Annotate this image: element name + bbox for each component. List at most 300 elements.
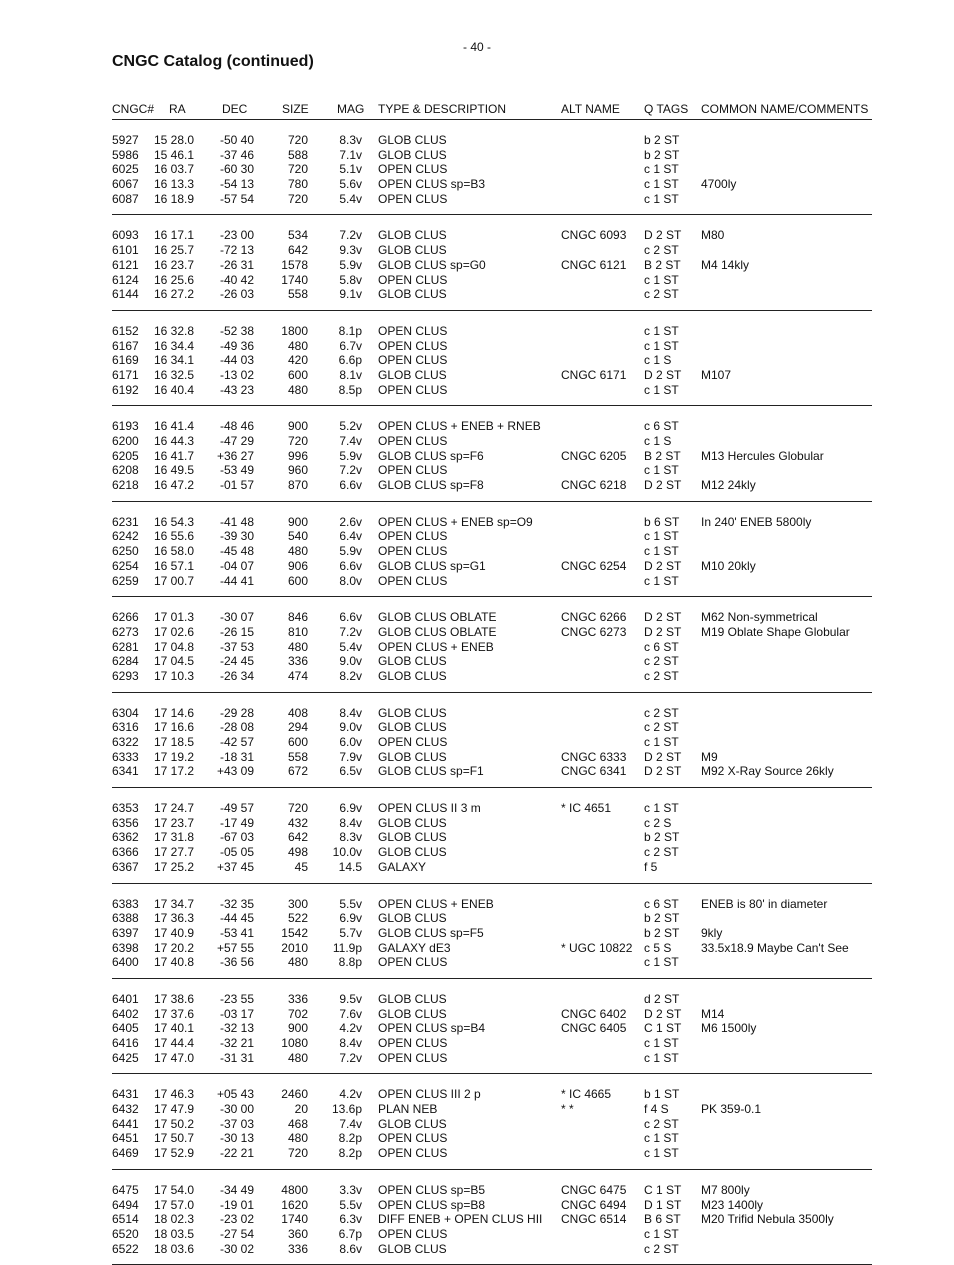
table-row bbox=[112, 955, 872, 970]
cell-cngc: 6193 bbox=[112, 419, 139, 434]
cell-ra: 15 46.1 bbox=[154, 147, 195, 162]
cell-ra: 16 54.3 bbox=[154, 514, 195, 529]
cell-mag: 8.4v bbox=[339, 1036, 362, 1050]
cell-q-tags: c 2 ST bbox=[644, 1241, 679, 1256]
cell-ra: 17 47.9 bbox=[154, 1102, 195, 1117]
cell-cngc: 6316 bbox=[112, 720, 139, 735]
header-size: SIZE bbox=[282, 102, 309, 116]
cell-size: 900 bbox=[287, 514, 308, 529]
cell-q-tags: b 1 ST bbox=[644, 1087, 680, 1102]
cell-type: OPEN CLUS II 3 m bbox=[378, 801, 481, 816]
cell-type: GLOB CLUS bbox=[378, 668, 447, 683]
cell-cngc: 6266 bbox=[112, 610, 139, 625]
cell-mag: 5.4v bbox=[339, 191, 362, 206]
cell-q-tags: c 2 ST bbox=[644, 1116, 679, 1131]
table-row bbox=[112, 463, 872, 478]
cell-cngc: 6231 bbox=[112, 514, 139, 529]
cell-q-tags: c 2 ST bbox=[644, 720, 679, 735]
page-title: CNGC Catalog (continued) bbox=[112, 53, 314, 70]
cell-alt-name: CNGC 6266 bbox=[561, 610, 627, 625]
cell-q-tags: c 2 ST bbox=[644, 668, 679, 683]
cell-mag: 8.4v bbox=[339, 705, 362, 720]
cell-size: 1578 bbox=[281, 257, 308, 272]
cell-mag: 5.5v bbox=[339, 1197, 362, 1212]
cell-q-tags: b 2 ST bbox=[644, 147, 680, 162]
cell-q-tags: c 1 ST bbox=[644, 1146, 679, 1161]
cell-type: OPEN CLUS bbox=[378, 463, 448, 478]
cell-q-tags: c 1 ST bbox=[644, 323, 679, 338]
cell-cngc: 6254 bbox=[112, 558, 139, 573]
table-row bbox=[112, 258, 872, 273]
cell-ra: 17 34.7 bbox=[154, 896, 195, 911]
cell-mag: 9.3v bbox=[339, 243, 362, 258]
cell-dec: -23 00 bbox=[219, 228, 254, 243]
cell-size: 996 bbox=[287, 448, 308, 463]
cell-mag: 8.1p bbox=[338, 323, 362, 338]
cell-ra: 17 25.2 bbox=[154, 859, 195, 874]
cell-size: 702 bbox=[287, 1006, 308, 1021]
cell-type: OPEN CLUS bbox=[378, 1050, 448, 1065]
cell-dec: -26 31 bbox=[219, 257, 254, 272]
cell-q-tags: c 1 ST bbox=[644, 544, 679, 559]
cell-mag: 6.9v bbox=[339, 911, 362, 926]
cell-ra: 17 38.6 bbox=[154, 991, 195, 1006]
table-row bbox=[112, 926, 872, 941]
cell-cngc: 6388 bbox=[112, 911, 139, 926]
cell-ra: 17 36.3 bbox=[154, 911, 195, 926]
cell-dec: -28 08 bbox=[219, 720, 254, 735]
cell-mag: 11.9p bbox=[332, 940, 362, 955]
cell-cngc: 6152 bbox=[112, 323, 139, 338]
cell-q-tags: c 1 ST bbox=[644, 735, 679, 749]
cell-mag: 7.2v bbox=[339, 1050, 362, 1065]
cell-size: 810 bbox=[287, 624, 308, 639]
row-group bbox=[112, 120, 872, 215]
cell-q-tags: c 6 ST bbox=[644, 639, 679, 654]
cell-dec: -01 57 bbox=[219, 478, 254, 493]
cell-dec: -30 13 bbox=[219, 1131, 254, 1146]
cell-comments: M13 Hercules Globular bbox=[701, 448, 824, 463]
cell-ra: 17 14.6 bbox=[154, 705, 195, 720]
cell-mag: 6.9v bbox=[339, 801, 362, 816]
cell-size: 408 bbox=[287, 705, 308, 720]
cell-dec: -67 03 bbox=[219, 830, 254, 845]
table-row bbox=[112, 449, 872, 464]
header-ra: RA bbox=[169, 102, 186, 116]
cell-comments: M62 Non-symmetrical bbox=[701, 610, 818, 625]
cell-dec: -48 46 bbox=[219, 419, 254, 434]
cell-mag: 7.9v bbox=[339, 749, 362, 764]
cell-size: 480 bbox=[287, 1131, 308, 1146]
cell-mag: 4.2v bbox=[339, 1021, 362, 1036]
cell-size: 2460 bbox=[281, 1087, 308, 1102]
cell-cngc: 6405 bbox=[112, 1021, 139, 1036]
cell-cngc: 6259 bbox=[112, 573, 139, 588]
cell-comments: M19 Oblate Shape Globular bbox=[701, 624, 850, 639]
cell-ra: 17 37.6 bbox=[154, 1006, 195, 1021]
cell-q-tags: B 6 ST bbox=[644, 1212, 681, 1227]
cell-ra: 17 24.7 bbox=[154, 801, 195, 816]
table-row bbox=[112, 273, 872, 288]
cell-comments: 4700ly bbox=[701, 177, 737, 192]
cell-ra: 17 00.7 bbox=[154, 573, 195, 588]
cell-dec: -44 03 bbox=[219, 353, 254, 368]
table-row bbox=[112, 860, 872, 875]
cell-comments: M10 20kly bbox=[701, 558, 756, 573]
cell-ra: 16 32.5 bbox=[154, 367, 195, 382]
cell-size: 20 bbox=[294, 1102, 308, 1117]
cell-comments: M107 bbox=[701, 367, 732, 382]
table-row bbox=[112, 1117, 872, 1132]
cell-type: OPEN CLUS sp=B3 bbox=[378, 177, 486, 192]
cell-dec: -30 02 bbox=[219, 1241, 254, 1256]
cell-ra: 17 18.5 bbox=[154, 735, 195, 749]
table-row bbox=[112, 1021, 872, 1036]
cell-mag: 6.3v bbox=[339, 1212, 362, 1227]
header-q-tags: Q TAGS bbox=[644, 102, 689, 116]
table-row bbox=[112, 654, 872, 669]
cell-alt-name: CNGC 6405 bbox=[561, 1021, 627, 1036]
cell-dec: -19 01 bbox=[219, 1197, 254, 1212]
cell-mag: 5.9v bbox=[339, 448, 362, 463]
cell-dec: -42 57 bbox=[219, 735, 254, 749]
cell-dec: -17 49 bbox=[219, 815, 254, 830]
cell-type: OPEN CLUS bbox=[378, 529, 448, 544]
cell-cngc: 6401 bbox=[112, 991, 139, 1006]
cell-mag: 6.6v bbox=[339, 558, 362, 573]
cell-mag: 7.6v bbox=[339, 1006, 362, 1021]
header-cngc: CNGC# bbox=[112, 102, 155, 116]
cell-ra: 18 03.5 bbox=[154, 1226, 195, 1241]
table-row bbox=[112, 669, 872, 684]
cell-cngc: 6208 bbox=[112, 463, 139, 478]
cell-q-tags: c 1 ST bbox=[644, 1226, 679, 1241]
cell-dec: -31 31 bbox=[219, 1050, 254, 1065]
cell-cngc: 6432 bbox=[112, 1102, 139, 1117]
cell-dec: -43 23 bbox=[219, 382, 254, 397]
cell-cngc: 6169 bbox=[112, 353, 139, 368]
cell-size: 474 bbox=[287, 668, 308, 683]
cell-alt-name: * IC 4665 bbox=[561, 1087, 612, 1102]
cell-q-tags: D 1 ST bbox=[644, 1197, 682, 1212]
cell-type: GLOB CLUS bbox=[378, 367, 447, 382]
cell-size: 720 bbox=[287, 133, 308, 147]
cell-size: 906 bbox=[287, 558, 308, 573]
cell-mag: 5.7v bbox=[339, 925, 362, 940]
cell-dec: -22 21 bbox=[219, 1146, 254, 1161]
cell-mag: 7.2v bbox=[339, 228, 362, 243]
cell-ra: 16 41.7 bbox=[154, 448, 195, 463]
cell-ra: 17 02.6 bbox=[154, 624, 195, 639]
table-row bbox=[112, 339, 872, 354]
cell-q-tags: c 1 ST bbox=[644, 573, 679, 588]
cell-alt-name: * * bbox=[561, 1102, 574, 1117]
cell-cngc: 6205 bbox=[112, 448, 139, 463]
cell-dec: -40 42 bbox=[219, 272, 254, 287]
cell-dec: -45 48 bbox=[219, 544, 254, 559]
cell-cngc: 6475 bbox=[112, 1182, 139, 1197]
cell-cngc: 6242 bbox=[112, 529, 139, 544]
cell-size: 420 bbox=[287, 353, 308, 368]
cell-q-tags: c 1 ST bbox=[644, 382, 679, 397]
table-row bbox=[112, 243, 872, 258]
cell-size: 480 bbox=[287, 639, 308, 654]
cell-alt-name: CNGC 6475 bbox=[561, 1182, 627, 1197]
cell-ra: 16 34.1 bbox=[154, 353, 195, 368]
cell-type: GLOB CLUS sp=G1 bbox=[378, 558, 486, 573]
cell-size: 720 bbox=[287, 191, 308, 206]
cell-q-tags: D 2 ST bbox=[644, 610, 682, 625]
cell-dec: +43 09 bbox=[216, 764, 254, 779]
cell-cngc: 6025 bbox=[112, 162, 139, 177]
cell-q-tags: f 4 S bbox=[644, 1102, 669, 1117]
table-row bbox=[112, 764, 872, 779]
row-group bbox=[112, 788, 872, 883]
cell-type: GALAXY bbox=[378, 859, 427, 874]
cell-q-tags: c 1 ST bbox=[644, 272, 679, 287]
cell-ra: 17 23.7 bbox=[154, 815, 195, 830]
cell-ra: 17 40.1 bbox=[154, 1021, 195, 1036]
cell-cngc: 6494 bbox=[112, 1197, 139, 1212]
cell-dec: -27 54 bbox=[219, 1226, 254, 1241]
cell-size: 336 bbox=[287, 991, 308, 1006]
cell-type: OPEN CLUS bbox=[378, 338, 448, 353]
cell-ra: 16 55.6 bbox=[154, 529, 195, 544]
cell-comments: M9 bbox=[701, 749, 718, 764]
cell-ra: 15 28.0 bbox=[154, 133, 195, 147]
cell-ra: 17 44.4 bbox=[154, 1036, 195, 1050]
cell-q-tags: c 1 ST bbox=[644, 1036, 679, 1050]
cell-type: GLOB CLUS bbox=[378, 815, 447, 830]
cell-size: 780 bbox=[287, 177, 308, 192]
cell-comments: PK 359-0.1 bbox=[701, 1102, 762, 1117]
cell-size: 1080 bbox=[281, 1036, 308, 1050]
cell-mag: 8.1v bbox=[339, 367, 362, 382]
header-type: TYPE & DESCRIPTION bbox=[378, 102, 507, 116]
cell-type: GLOB CLUS OBLATE bbox=[378, 624, 497, 639]
cell-ra: 17 31.8 bbox=[154, 830, 195, 845]
cell-q-tags: c 1 ST bbox=[644, 801, 679, 816]
cell-mag: 6.0v bbox=[339, 735, 362, 749]
cell-cngc: 6250 bbox=[112, 544, 139, 559]
cell-dec: -24 45 bbox=[219, 654, 254, 669]
cell-cngc: 6341 bbox=[112, 764, 139, 779]
cell-size: 558 bbox=[287, 749, 308, 764]
cell-mag: 5.1v bbox=[339, 162, 362, 177]
table-row bbox=[112, 1183, 872, 1198]
cell-dec: -26 34 bbox=[219, 668, 254, 683]
cell-type: OPEN CLUS III 2 p bbox=[378, 1087, 481, 1102]
cell-alt-name: CNGC 6273 bbox=[561, 624, 627, 639]
cell-dec: -54 13 bbox=[219, 177, 254, 192]
cell-ra: 16 25.7 bbox=[154, 243, 195, 258]
cell-cngc: 6121 bbox=[112, 257, 139, 272]
cell-dec: -32 21 bbox=[219, 1036, 254, 1050]
cell-comments: In 240' ENEB 5800ly bbox=[701, 514, 812, 529]
cell-q-tags: D 2 ST bbox=[644, 749, 682, 764]
cell-size: 642 bbox=[287, 830, 308, 845]
cell-size: 720 bbox=[287, 162, 308, 177]
cell-cngc: 6367 bbox=[112, 859, 139, 874]
cell-cngc: 6441 bbox=[112, 1116, 139, 1131]
row-group bbox=[112, 693, 872, 788]
cell-cngc: 6273 bbox=[112, 624, 139, 639]
cell-dec: -23 02 bbox=[219, 1212, 254, 1227]
cell-size: 480 bbox=[287, 544, 308, 559]
cell-ra: 17 47.0 bbox=[154, 1050, 195, 1065]
table-row bbox=[112, 897, 872, 912]
cell-comments: M6 1500ly bbox=[701, 1021, 757, 1036]
cell-size: 900 bbox=[287, 419, 308, 434]
cell-q-tags: c 1 ST bbox=[644, 162, 679, 177]
cell-type: OPEN CLUS sp=B4 bbox=[378, 1021, 486, 1036]
table-header bbox=[112, 102, 872, 118]
cell-type: OPEN CLUS bbox=[378, 272, 448, 287]
cell-mag: 5.6v bbox=[339, 177, 362, 192]
cell-ra: 16 47.2 bbox=[154, 478, 195, 493]
cell-q-tags: c 1 ST bbox=[644, 529, 679, 544]
table-row bbox=[112, 383, 872, 398]
cell-mag: 7.4v bbox=[339, 434, 362, 448]
cell-comments: M12 24kly bbox=[701, 478, 756, 493]
cell-cngc: 6425 bbox=[112, 1050, 139, 1065]
cell-dec: +57 55 bbox=[216, 940, 254, 955]
row-group bbox=[112, 597, 872, 692]
table-row bbox=[112, 640, 872, 655]
cell-ra: 17 40.9 bbox=[154, 925, 195, 940]
cell-cngc: 6101 bbox=[112, 243, 139, 258]
cell-type: OPEN CLUS bbox=[378, 1226, 448, 1241]
cell-size: 294 bbox=[287, 720, 308, 735]
cell-type: GLOB CLUS sp=F5 bbox=[378, 925, 484, 940]
cell-type: OPEN CLUS + ENEB + RNEB bbox=[378, 419, 541, 434]
cell-size: 336 bbox=[287, 1241, 308, 1256]
cell-alt-name: CNGC 6218 bbox=[561, 478, 627, 493]
cell-type: GLOB CLUS bbox=[378, 720, 447, 735]
cell-type: OPEN CLUS + ENEB bbox=[378, 896, 494, 911]
cell-mag: 8.2p bbox=[338, 1146, 362, 1161]
row-group bbox=[112, 979, 872, 1074]
cell-ra: 17 01.3 bbox=[154, 610, 195, 625]
row-group bbox=[112, 311, 872, 406]
cell-alt-name: CNGC 6254 bbox=[561, 558, 627, 573]
cell-q-tags: c 1 ST bbox=[644, 955, 679, 970]
cell-alt-name: CNGC 6171 bbox=[561, 367, 627, 382]
cell-type: OPEN CLUS bbox=[378, 544, 448, 559]
cell-comments: ENEB is 80' in diameter bbox=[701, 896, 828, 911]
cell-alt-name: CNGC 6402 bbox=[561, 1006, 627, 1021]
table-row bbox=[112, 801, 872, 816]
cell-type: OPEN CLUS + ENEB sp=O9 bbox=[378, 514, 533, 529]
table-row bbox=[112, 1102, 872, 1117]
cell-size: 432 bbox=[287, 815, 308, 830]
cell-ra: 16 57.1 bbox=[154, 558, 195, 573]
cell-size: 480 bbox=[287, 338, 308, 353]
cell-mag: 9.0v bbox=[339, 720, 362, 735]
cell-type: GLOB CLUS sp=G0 bbox=[378, 257, 486, 272]
cell-mag: 5.9v bbox=[339, 257, 362, 272]
table-row bbox=[112, 324, 872, 339]
cell-size: 540 bbox=[287, 529, 308, 544]
cell-ra: 17 19.2 bbox=[154, 749, 195, 764]
cell-type: OPEN CLUS sp=B5 bbox=[378, 1182, 486, 1197]
cell-size: 642 bbox=[287, 243, 308, 258]
cell-q-tags: c 1 ST bbox=[644, 463, 679, 478]
cell-mag: 6.5v bbox=[339, 764, 362, 779]
cell-mag: 7.2v bbox=[339, 463, 362, 478]
cell-size: 1620 bbox=[281, 1197, 308, 1212]
cell-size: 846 bbox=[287, 610, 308, 625]
cell-dec: -50 40 bbox=[219, 133, 254, 147]
table-row bbox=[112, 1036, 872, 1051]
cell-ra: 16 40.4 bbox=[154, 382, 195, 397]
cell-ra: 16 41.4 bbox=[154, 419, 195, 434]
cell-ra: 18 03.6 bbox=[154, 1241, 195, 1256]
cell-mag: 7.2v bbox=[339, 624, 362, 639]
cell-q-tags: C 1 ST bbox=[644, 1182, 682, 1197]
cell-type: GLOB CLUS bbox=[378, 705, 447, 720]
cell-size: 588 bbox=[287, 147, 308, 162]
cell-type: OPEN CLUS bbox=[378, 735, 448, 749]
cell-cngc: 6144 bbox=[112, 287, 139, 302]
cell-q-tags: C 1 ST bbox=[644, 1021, 682, 1036]
cell-q-tags: D 2 ST bbox=[644, 367, 682, 382]
cell-size: 522 bbox=[287, 911, 308, 926]
cell-q-tags: f 5 bbox=[644, 859, 658, 874]
cell-cngc: 6304 bbox=[112, 705, 139, 720]
cell-cngc: 6416 bbox=[112, 1036, 139, 1050]
cell-type: GLOB CLUS bbox=[378, 654, 447, 669]
cell-q-tags: b 2 ST bbox=[644, 911, 680, 926]
cell-q-tags: c 2 S bbox=[644, 815, 672, 830]
cell-q-tags: c 1 ST bbox=[644, 177, 679, 192]
cell-q-tags: b 2 ST bbox=[644, 925, 680, 940]
cell-mag: 9.5v bbox=[339, 991, 362, 1006]
table-row bbox=[112, 1212, 872, 1227]
cell-alt-name: * IC 4651 bbox=[561, 801, 612, 816]
cell-ra: 17 27.7 bbox=[154, 845, 195, 860]
cell-q-tags: b 2 ST bbox=[644, 133, 680, 147]
row-group bbox=[112, 884, 872, 979]
cell-mag: 6.4v bbox=[339, 529, 362, 544]
cell-type: OPEN CLUS bbox=[378, 573, 448, 588]
cell-size: 1740 bbox=[281, 1212, 308, 1227]
table-row bbox=[112, 1131, 872, 1146]
cell-cngc: 6171 bbox=[112, 367, 139, 382]
cell-ra: 16 23.7 bbox=[154, 257, 195, 272]
table-row bbox=[112, 162, 872, 177]
cell-type: GLOB CLUS sp=F6 bbox=[378, 448, 484, 463]
cell-mag: 8.3v bbox=[339, 830, 362, 845]
cell-cngc: 6284 bbox=[112, 654, 139, 669]
cell-comments: 33.5x18.9 Maybe Can't See bbox=[701, 940, 849, 955]
cell-type: GLOB CLUS bbox=[378, 243, 447, 258]
cell-cngc: 6402 bbox=[112, 1006, 139, 1021]
cell-size: 720 bbox=[287, 1146, 308, 1161]
table-row bbox=[112, 574, 872, 589]
cell-cngc: 6200 bbox=[112, 434, 139, 448]
cell-cngc: 6218 bbox=[112, 478, 139, 493]
cell-dec: +37 45 bbox=[216, 859, 254, 874]
cell-q-tags: d 2 ST bbox=[644, 991, 680, 1006]
cell-alt-name: CNGC 6514 bbox=[561, 1212, 627, 1227]
cell-dec: -23 55 bbox=[219, 991, 254, 1006]
cell-mag: 4.2v bbox=[339, 1087, 362, 1102]
cell-mag: 7.4v bbox=[339, 1116, 362, 1131]
cell-q-tags: D 2 ST bbox=[644, 228, 682, 243]
cell-dec: -36 56 bbox=[219, 955, 254, 970]
cell-type: OPEN CLUS bbox=[378, 434, 448, 448]
